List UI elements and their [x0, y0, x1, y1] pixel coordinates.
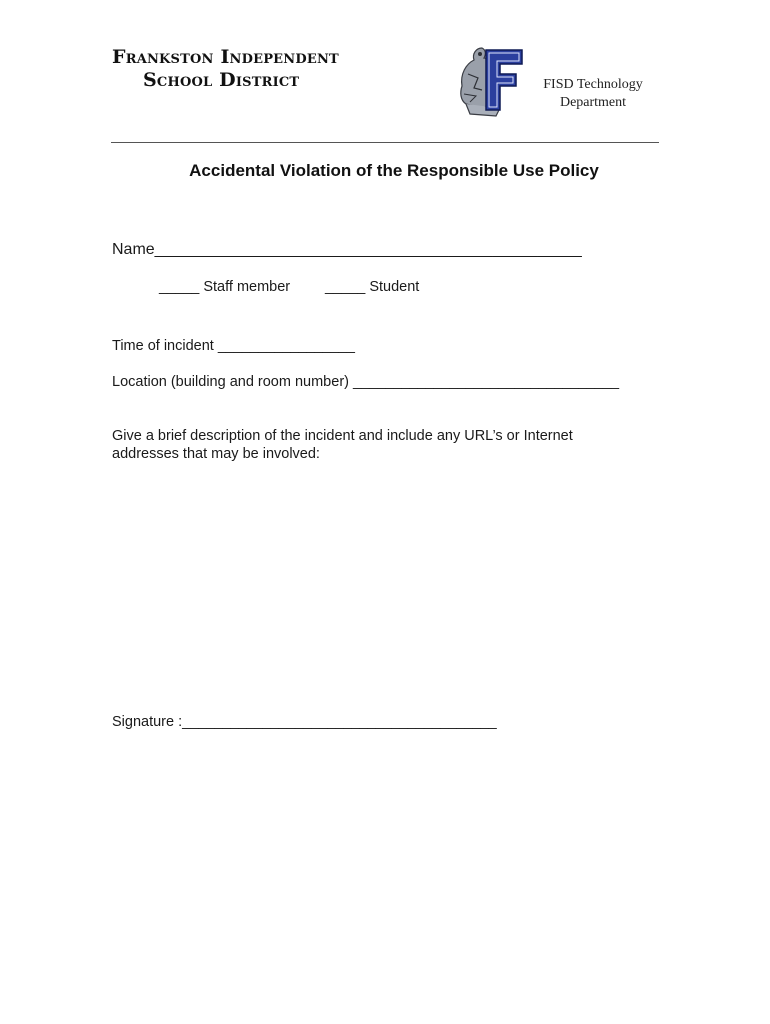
incident-description-prompt: Give a brief description of the incident and include any URL’s or Internet addresses that may be involved: — [112, 428, 573, 462]
page-title: Accidental Violation of the Responsible Use Policy — [189, 161, 599, 180]
name-field[interactable]: Name________________________________________________ — [112, 241, 582, 258]
time-of-incident-field[interactable]: Time of incident _________________ — [112, 338, 355, 354]
department-line2: Department — [559, 95, 627, 110]
header-divider — [111, 142, 659, 143]
location-field[interactable]: Location (building and room number) _________________________________ — [112, 374, 620, 390]
district-name-line1: Frankston Independent — [112, 46, 339, 68]
fisd-eagle-f-logo-icon — [456, 44, 528, 118]
student-option[interactable]: _____ Student — [325, 279, 420, 295]
department-line1: FISD Technology — [543, 77, 643, 92]
district-name — [112, 46, 339, 92]
district-name-line2: School District — [143, 69, 300, 91]
signature-field[interactable]: Signature :_______________________________________ — [112, 714, 497, 730]
staff-member-option[interactable]: _____ Staff member — [159, 279, 291, 295]
department-label — [532, 76, 654, 112]
